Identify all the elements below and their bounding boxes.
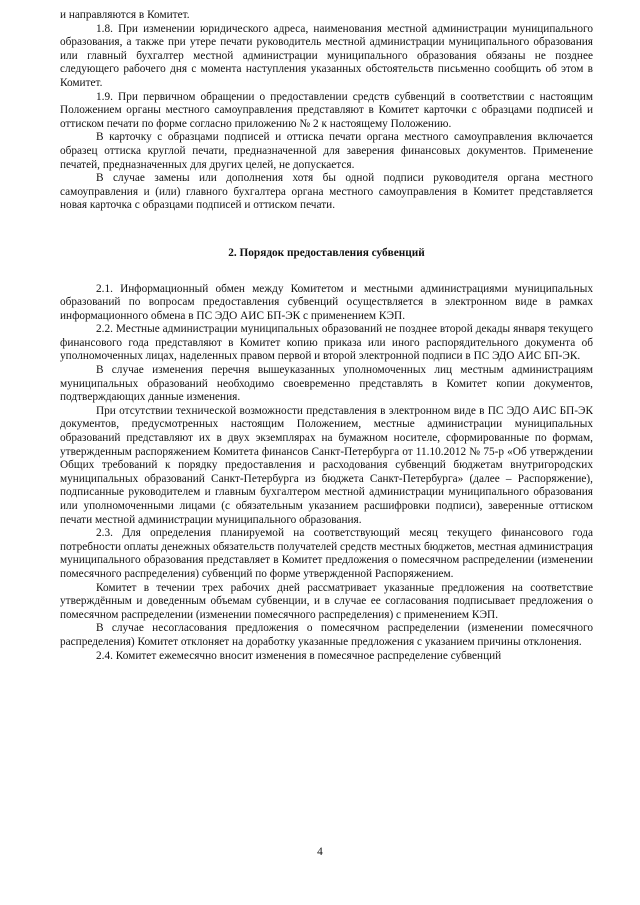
paragraph: В случае изменения перечня вышеуказанных уполномоченных лиц местным администрациям муниципальных образований необходимо своевременно представлять в Комитет копии документов, подтверждающих данные изменения. — [60, 364, 593, 404]
paragraph: В случае замены или дополнения хотя бы одной подписи руководителя органа местного самоуправления и (или) главного бухгалтера органа местного самоуправления в Комитет представляется новая карточка с образцами подписей и оттиском печати. — [60, 172, 593, 212]
paragraph: 2.3. Для определения планируемой на соответствующий месяц текущего финансового года потребности оплаты денежных обязательств получателей средств местных бюджетов, местная администрация муниципального образования представляет в Комитет предложения о помесячном распределении (изменении помесячного распределения) субвенций по форме утвержденной Распоряжением. — [60, 527, 593, 580]
paragraph: Комитет в течении трех рабочих дней рассматривает указанные предложения на соответствие утверждённым и доведенным объемам субвенции, и в случае ее согласования подписывает предложения о помесячном распределении (изменении помесячного распределения) с применением КЭП. — [60, 581, 593, 621]
page-number: 4 — [317, 846, 323, 858]
paragraph: 1.8. При изменении юридического адреса, наименования местной администрации муниципального образования, а также при утере печати руководитель местной администрации муниципального образования или главный бухгалтер местной администрации муниципального образования обязаны не позднее следующего рабочего дня с момента наступления указанных обстоятельств письменно сообщить об этом в Комитет. — [60, 22, 593, 89]
section-title: 2. Порядок предоставления субвенций — [228, 246, 425, 259]
paragraph: 2.4. Комитет ежемесячно вносит изменения в помесячное распределение субвенций — [96, 649, 502, 662]
paragraph: В карточку с образцами подписей и оттиска печати органа местного самоуправления включается образец оттиска круглой печати, предназначенной для заверения финансовых документов. Применение печатей, предназначенных для других целей, не допускается. — [60, 131, 593, 171]
spacer — [60, 213, 593, 247]
paragraph: 2.2. Местные администрации муниципальных образований не позднее второй декады января текущего финансового года представляют в Комитет копию приказа или иного распорядительного документа об уполномоченных лицах, наделенных правом первой и второй электронной подписи в ПС ЭДО АИС БП-ЭК. — [60, 323, 593, 363]
paragraph: При отсутствии технической возможности представления в электронном виде в ПС ЭДО АИС БП-ЭК документов, предусмотренных настоящим Положением, местные администрации муниципальных образований представляют их в двух экземплярах на бумажном носителе, сформированные по формам, утвержденным распоряжением Комитета финансов Санкт-Петербурга от 11.10.2012 № 75-р «Об утверждении Общих требований к порядку предоставления и расходования субвенций бюджетам внутригородских муниципальных образований Санкт-Петербурга из бюджета Санкт-Петербурга» (далее – Распоряжение), подписанные руководителем и главным бухгалтером местной администрации муниципального образования или уполномоченными лицами (с обязательным указанием расшифровки подписи), заверенные оттиском печати местной администрации муниципального образования. — [60, 404, 593, 526]
paragraph: 2.1. Информационный обмен между Комитетом и местными администрациями муниципальных образований по вопросам предоставления субвенций осуществляется в электронном виде в рамках информационного обмена в ПС ЭДО АИС БП-ЭК с применением КЭП. — [60, 282, 593, 322]
page-content — [60, 9, 593, 663]
paragraph: В случае несогласования предложения о помесячном распределении (изменении помесячного распределения) Комитет отклоняет на доработку указанные предложения с указанием причины отклонения. — [60, 622, 593, 648]
paragraph: 1.9. При первичном обращении о предоставлении средств субвенций в соответствии с настоящим Положением органы местного самоуправления представляют в Комитет карточки с образцами подписей и оттиском печати по форме согласно приложению № 2 к настоящему Положению. — [60, 90, 593, 130]
spacer — [60, 261, 593, 283]
paragraph: и направляются в Комитет. — [60, 9, 190, 21]
